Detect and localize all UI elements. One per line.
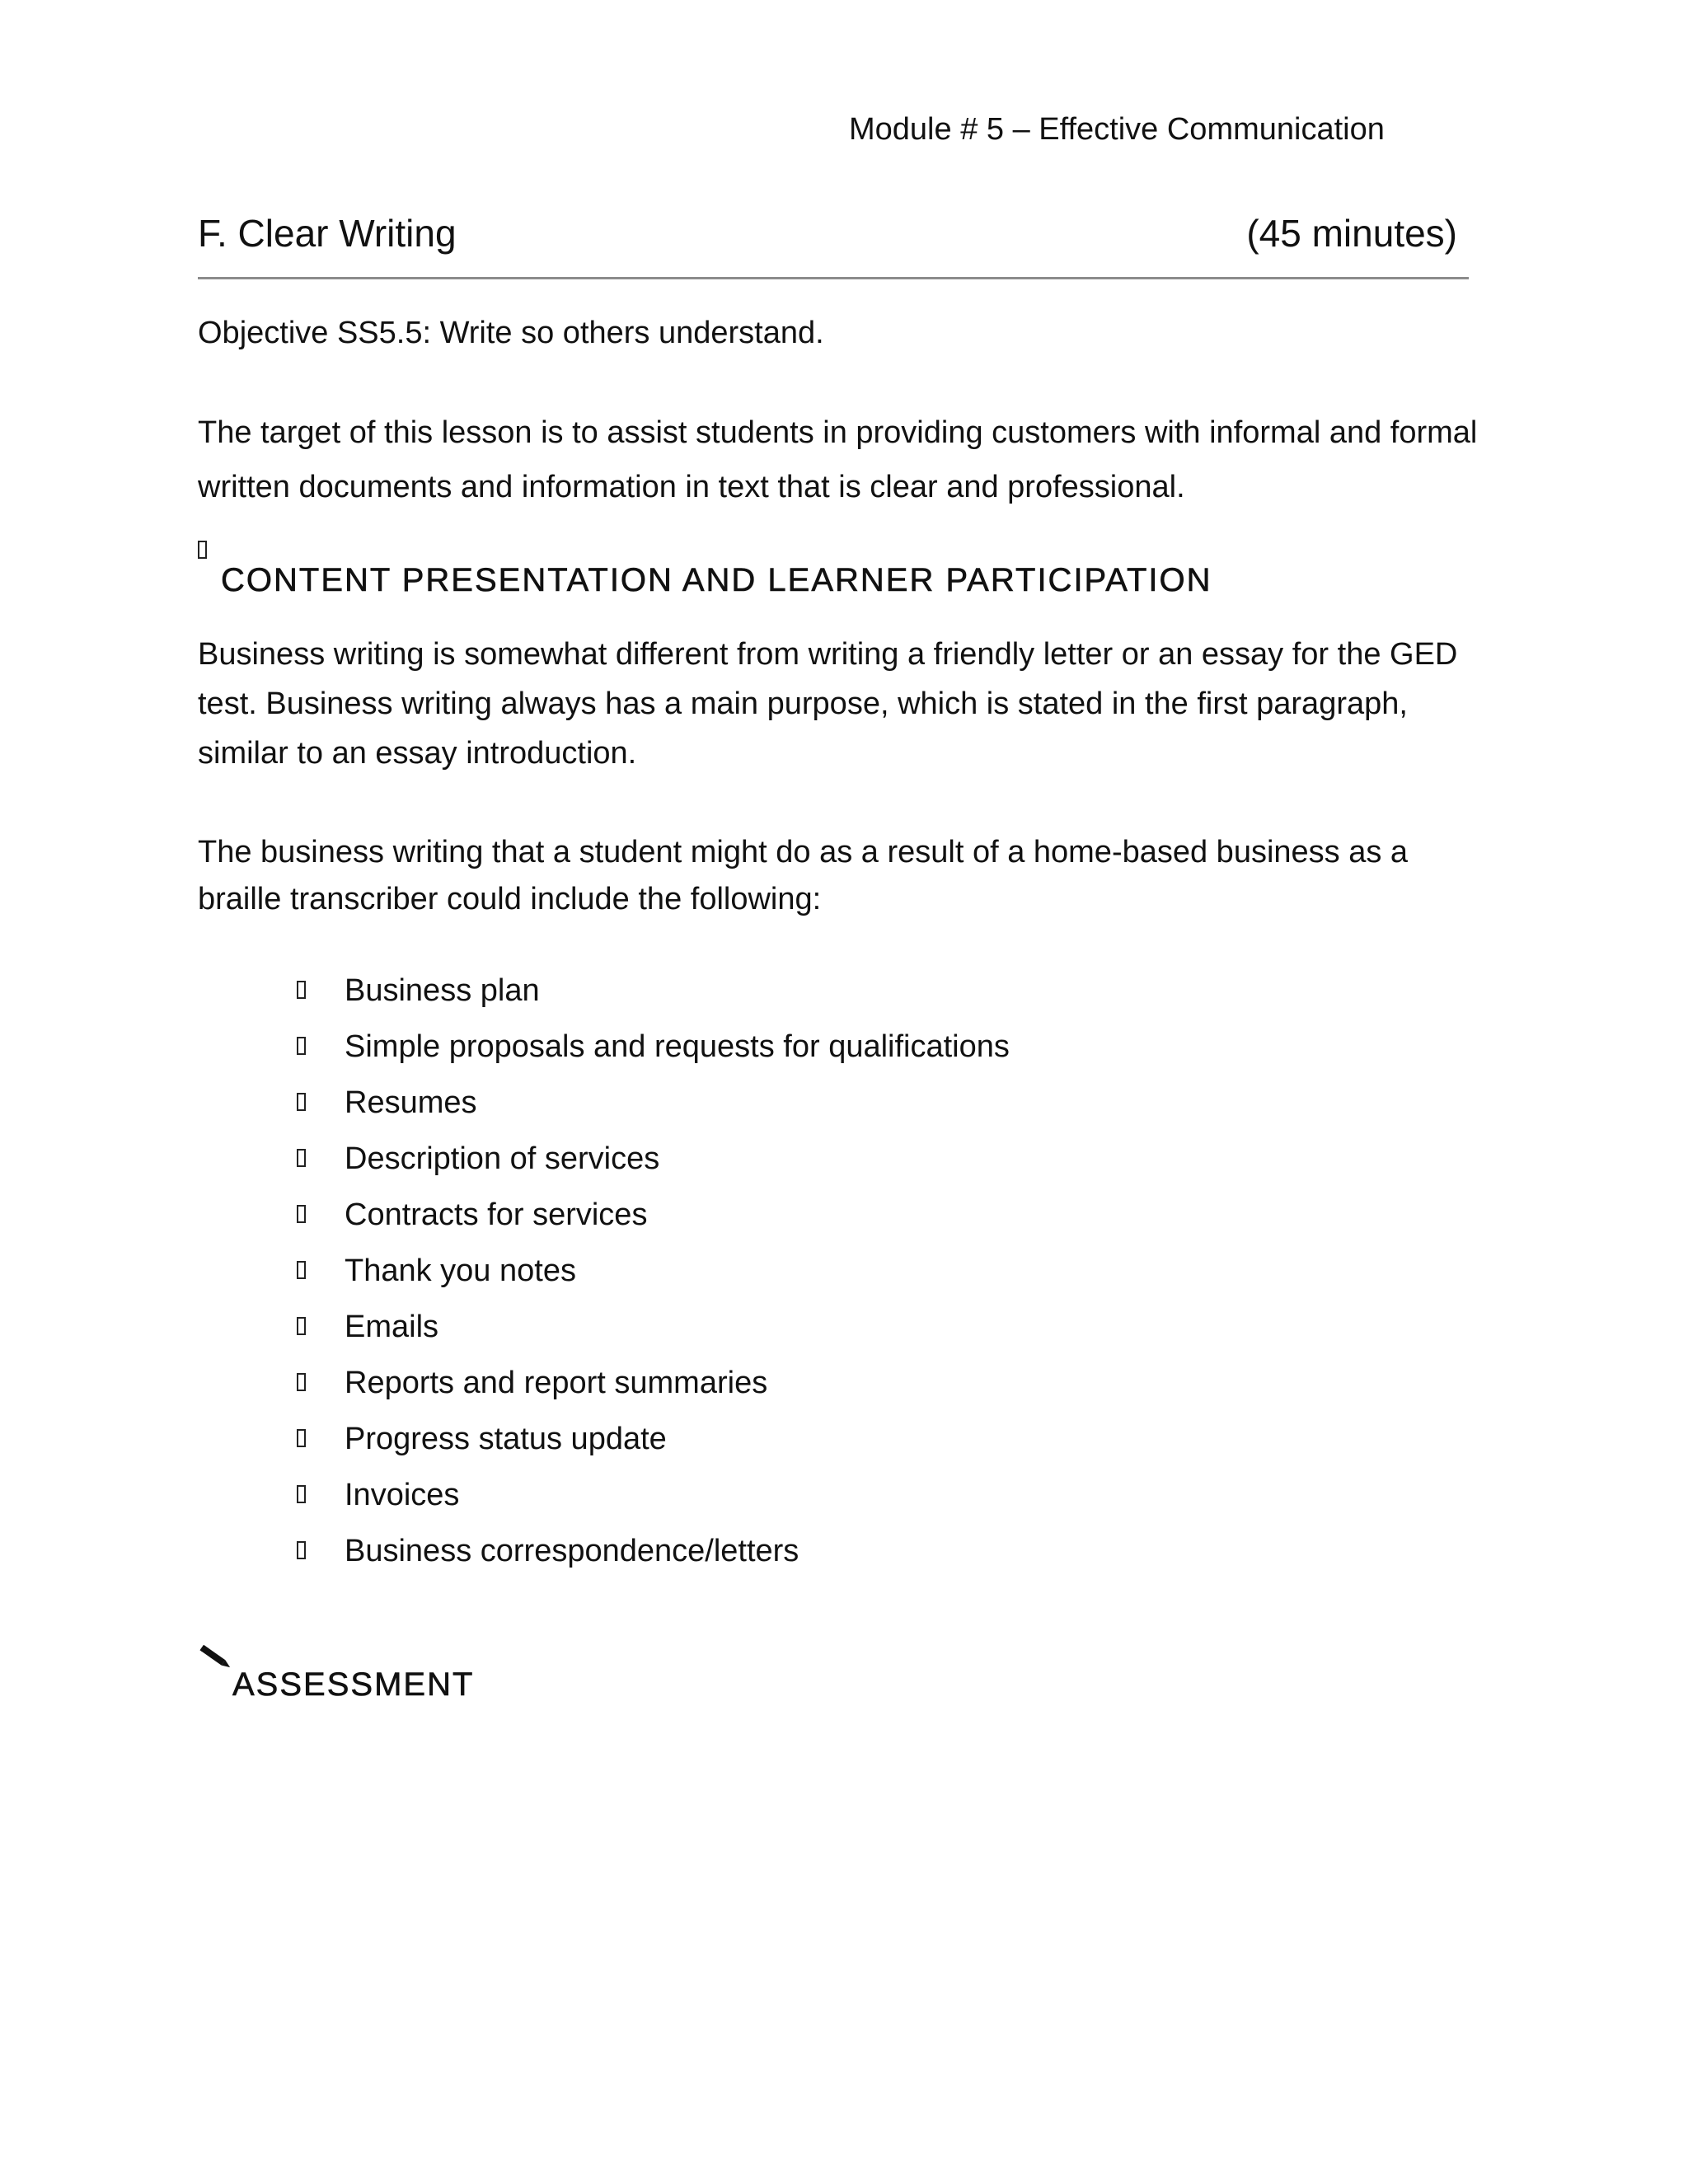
business-intro-paragraph: Business writing is somewhat different from writing a friendly letter or an essay for the GED test. Business writing always has a main purpose, which is stated in the first paragraph, similar to an essay introduction. [198, 637, 1458, 771]
list-item-label: Description of services [345, 1141, 660, 1176]
section-title: F. Clear Writing [198, 212, 457, 255]
assessment-heading-label: ASSESSMENT [232, 1666, 475, 1703]
list-item-label: Simple proposals and requests for qualifications [345, 1029, 1010, 1064]
bullet-box-icon [297, 1485, 306, 1503]
bullet-box-icon [297, 1149, 306, 1167]
list-item-label: Business plan [345, 973, 540, 1008]
pencil-icon [198, 1640, 236, 1678]
target-text: The target of this lesson is to assist students in providing customers with informal and formal written documents and information in text that is clear and professional. [198, 415, 1478, 504]
list-item-label: Contracts for services [345, 1197, 648, 1232]
bullet-box-icon [297, 1205, 306, 1223]
bullet-box-icon [297, 1541, 306, 1559]
list-item-label: Reports and report summaries [345, 1366, 768, 1400]
section-duration: (45 minutes) [1246, 212, 1457, 255]
business-list-intro-paragraph: The business writing that a student might do as a result of a home-based business as a braille transcriber could include the following: [198, 835, 1409, 916]
section-title-row [198, 211, 1469, 279]
objective-text: Objective SS5.5: Write so others understand. [198, 316, 824, 350]
list-item-label: Thank you notes [345, 1254, 576, 1288]
bullet-box-icon [297, 1373, 306, 1391]
list-item-label: Invoices [345, 1478, 460, 1512]
bullet-box-icon [297, 1093, 306, 1111]
bullet-box-icon [297, 1261, 306, 1279]
bullet-box-icon [297, 981, 306, 999]
box-icon [198, 541, 207, 559]
list-item-label: Business correspondence/letters [345, 1534, 799, 1568]
bullet-box-icon [297, 1317, 306, 1335]
content-heading-label: CONTENT PRESENTATION AND LEARNER PARTICIPATION [221, 562, 1212, 598]
list-item-label: Emails [345, 1310, 439, 1344]
list-item-label: Progress status update [345, 1422, 667, 1456]
module-header: Module # 5 – Effective Communication [849, 112, 1385, 147]
bullet-box-icon [297, 1037, 306, 1055]
list-item-label: Resumes [345, 1085, 477, 1120]
bullet-box-icon [297, 1429, 306, 1447]
